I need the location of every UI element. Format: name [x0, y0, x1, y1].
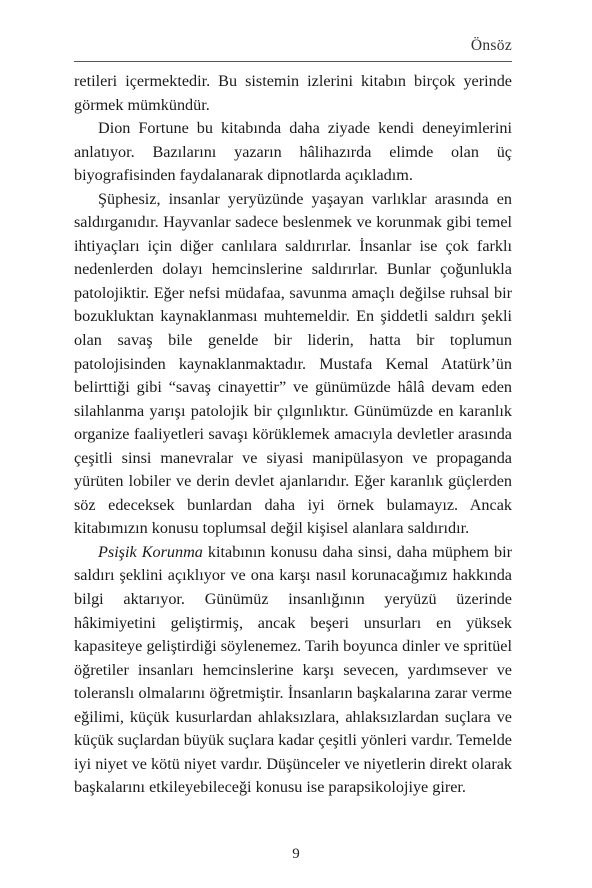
paragraph-2-text: Dion Fortune bu kitabında daha ziyade kendi deneyimlerini anlatıyor. Bazılarını yazarın hâlihazırda elimde olan üç biyografisinden faydalanarak dipnotlarda açıkladım. — [74, 119, 512, 185]
paragraph-2 — [74, 117, 512, 188]
paragraph-3 — [74, 188, 512, 541]
body-text — [74, 70, 512, 800]
header-rule — [74, 61, 512, 62]
paragraph-1-text: retileri içermektedir. Bu sistemin izlerini kitabın birçok yerinde görmek mümkündür. — [74, 72, 512, 114]
running-header: Önsöz — [470, 37, 512, 54]
paragraph-1 — [74, 70, 512, 117]
paragraph-3-text: Şüphesiz, insanlar yeryüzünde yaşayan varlıklar arasında en saldırganıdır. Hayvanlar sadece beslenmek ve korunmak gibi temel ihtiyaçları için diğer canlılara saldırırlar. İnsanlar ise çok farklı nedenlerden dolayı hemcinslerine saldırırlar. Bunlar çoğunlukla patolojiktir. Eğer nefsi müdafaa, savunma amaçlı değilse ruhsal bir bozukluktan kaynaklanması muhtemeldir. En şiddetli saldırı şekli olan savaş bile genelde bir liderin, hatta bir toplumun patolojisinden kaynaklanmaktadır. Mustafa Kemal Atatürk’ün belirttiği gibi “savaş cinayettir” ve günümüzde hâlâ devam eden silahlanma yarışı patolojik bir çılgınlıktır. Günümüzde en karanlık organize faaliyetleri savaşı körüklemek amacıyla devletler arasında çeşitli sinsi manevralar ve siyasi manipülasyon ve propaganda yürüten lobiler ve derin devlet ajanlarıdır. Eğer karanlık güçlerden söz edeceksek bunlardan daha iyi örnek bulamayız. Ancak kitabımızın konusu toplumsal değil kişisel alanlara saldırıdır. — [74, 189, 512, 538]
book-title-italic: Psişik Korunma — [98, 542, 203, 561]
paragraph-4 — [74, 541, 512, 800]
paragraph-4-text: kitabının konusu daha sinsi, daha müphem bir saldırı şeklini açıklıyor ve ona karşı nasıl korunacağımız hakkında bilgi aktarıyor. Günümüz insanlığının yeryüzü üzerinde hâkimiyetini geliştirmiş, ancak beşeri unsurları en yüksek kapasiteye geliştirdiği söylenemez. Tarih boyunca dinler ve spritüel öğretiler insanları hemcinslerine karşı sevecen, yardımsever ve toleranslı olmalarını öğretmiştir. İnsanların başkalarına zarar verme eğilimi, küçük kusurlardan ahlaksızlara, ahlaksızlardan suçlara ve küçük suçlardan büyük suçlara kadar çeşitli yönleri vardır. Temelde iyi niyet ve kötü niyet vardır. Düşünceler ve niyetlerin direkt olarak başkalarını etkileyebileceği konusu ise parapsikolojiye girer. — [74, 542, 512, 797]
page-number: 9 — [292, 846, 300, 862]
